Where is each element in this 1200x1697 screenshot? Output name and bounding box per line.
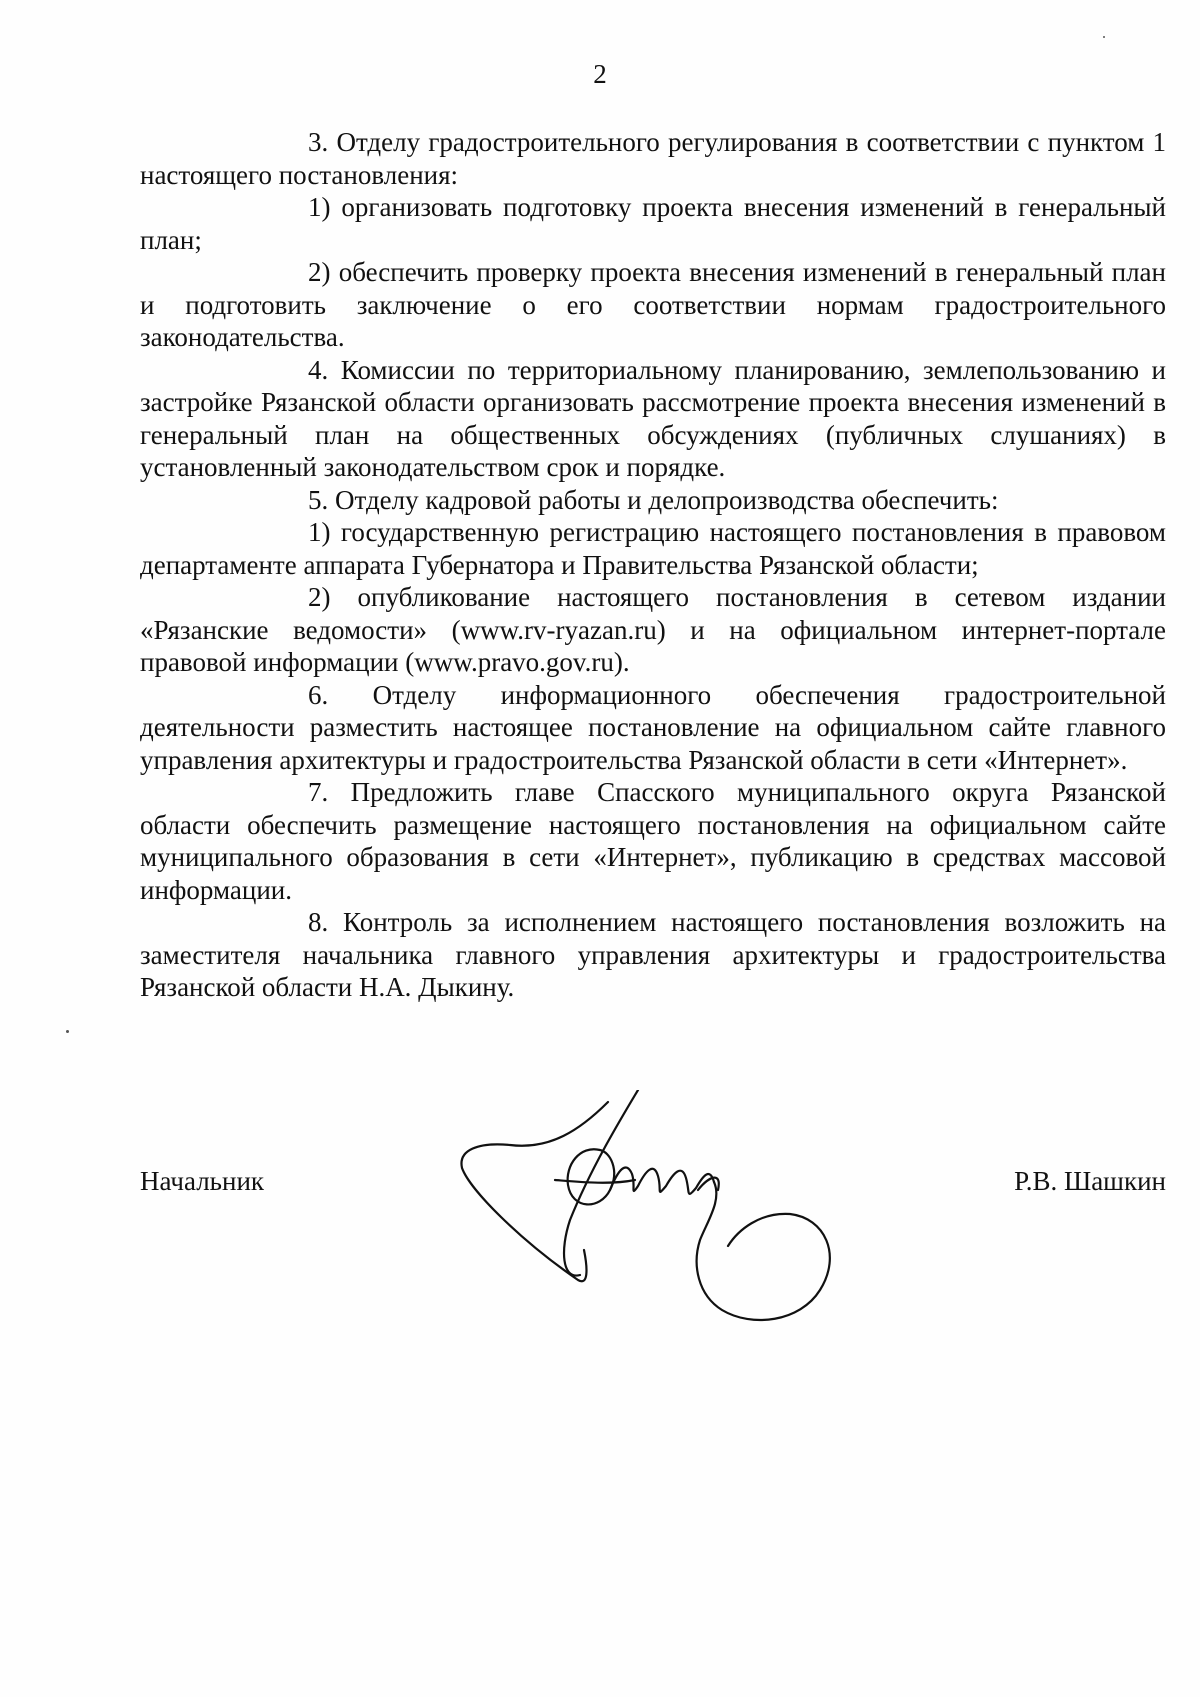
paragraph-7 [140, 776, 1166, 906]
signatory-title: Начальник [140, 1166, 265, 1196]
paragraph-8 [140, 906, 1166, 1004]
paragraph-6 [140, 679, 1166, 777]
paragraph-5-2 [140, 581, 1166, 679]
paragraph-number: 7. [308, 777, 329, 807]
paragraph-5-1 [140, 516, 1166, 581]
paragraph-3 [140, 126, 1166, 191]
paragraph-number: 6. [308, 679, 329, 710]
paragraph-3-2 [140, 256, 1166, 354]
handwritten-signature [460, 1090, 850, 1335]
paragraph-5 [140, 484, 1166, 517]
paragraph-3-1 [140, 191, 1166, 256]
paragraph-number: 2) [308, 257, 331, 287]
paragraph-text: Предложить главе Спасского муниципального округа Рязанской области обеспечить размещение настоящего постановления на официальном сайте муниципального образования в сети «Интернет», публикацию в средствах массовой информации. [140, 777, 1167, 905]
document-body [140, 126, 1166, 1004]
paragraph-number: 2) [308, 582, 331, 612]
paragraph-number: 8. [308, 907, 329, 937]
paragraph-text: государственную регистрацию настоящего постановления в правовом департаменте аппарата Губернатора и Правительства Рязанской области; [140, 517, 1166, 580]
page-number: 2 [593, 59, 607, 89]
paragraph-text: Отделу градостроительного регулирования в соответствии с пунктом 1 настоящего постановления: [140, 127, 1167, 190]
paragraph-text: обеспечить проверку проекта внесения изменений в генеральный план и подготовить заключение о его соответствии нормам градостроительного законодательства. [140, 257, 1166, 352]
paragraph-number: 4. [308, 354, 329, 385]
scan-speck [66, 1030, 69, 1033]
paragraph-text: опубликование настоящего постановления в сетевом издании «Рязанские ведомости» (www.rv-ryazan.ru) и на официальном интернет-портале правовой информации (www.pravo.gov.ru). [140, 582, 1166, 677]
scan-speck [1103, 36, 1105, 38]
paragraph-text: Отделу кадровой работы и делопроизводства обеспечить: [335, 484, 999, 515]
paragraph-4 [140, 354, 1166, 484]
paragraph-number: 5. [308, 484, 329, 515]
signatory-name: Р.В. Шашкин [1014, 1166, 1166, 1196]
paragraph-text: Комиссии по территориальному планированию, землепользованию и застройке Рязанской области организовать рассмотрение проекта внесения изменений в генеральный план на общественных обсуждениях (публичных слушаниях) в установленный законодательством срок и порядке. [140, 354, 1167, 482]
paragraph-number: 3. [308, 127, 329, 157]
paragraph-number: 1) [308, 517, 331, 547]
paragraph-number: 1) [308, 192, 331, 222]
paragraph-text: организовать подготовку проекта внесения изменений в генеральный план; [140, 192, 1166, 255]
paragraph-text: Контроль за исполнением настоящего постановления возложить на заместителя начальника главного управления архитектуры и градостроительства Рязанской области Н.А. Дыкину. [140, 907, 1166, 1002]
paragraph-text: Отделу информационного обеспечения градостроительной деятельности разместить настоящее постановление на официальном сайте главного управления архитектуры и градостроительства Рязанской области в сети «Интернет». [140, 679, 1166, 775]
